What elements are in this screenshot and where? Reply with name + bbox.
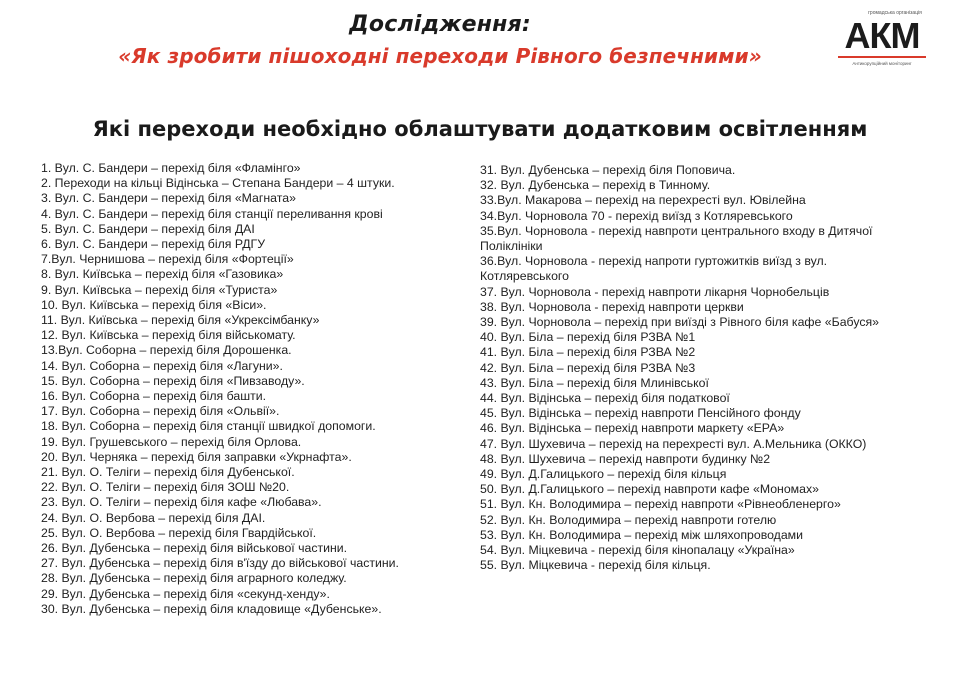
list-item: 54. Вул. Міцкевича - перехід біля кінопалацу «Україна» [480,543,795,558]
list-item: 38. Вул. Чорновола - перехід навпроти церкви [480,299,744,314]
list-item: 18. Вул. Соборна – перехід біля станції швидкої допомоги. [41,419,376,434]
list-item: 42. Вул. Біла – перехід біля РЗВА №3 [480,360,696,375]
list-item: 34.Вул. Чорновола 70 - перехід виїзд з Котляревського [480,208,793,223]
list-item: 2. Переходи на кільці Відінська – Степана Бандери – 4 штуки. [41,176,395,191]
list-item: 5. Вул. С. Бандери – перехід біля ДАІ [41,221,255,236]
list-item: 36.Вул. Чорновола - перехід напроти гуртожитків виїзд з вул. Котляревського [480,254,828,284]
list-item: 20. Вул. Черняка – перехід біля заправки «Укрнафта». [41,449,352,464]
list-item: 4. Вул. С. Бандери – перехід біля станції переливання крові [41,206,383,221]
list-item: 6. Вул. С. Бандери – перехід біля РДГУ [41,237,266,252]
list-item: 50. Вул. Д.Галицького – перехід навпроти кафе «Мономах» [480,482,819,497]
list-item: 48. Вул. Шухевича – перехід навпроти будинку №2 [480,451,771,466]
list-item: 52. Вул. Кн. Володимира – перехід навпроти готелю [480,512,777,527]
crossings-list-left [41,161,461,617]
list-item: 1. Вул. С. Бандери – перехід біля «Фламінго» [41,161,301,175]
list-item: 16. Вул. Соборна – перехід біля башти. [41,389,266,404]
list-item: 13.Вул. Соборна – перехід біля Дорошенка. [41,343,292,358]
study-title: «Як зробити пішоходні переходи Рівного безпечними» [118,44,762,68]
list-item: 12. Вул. Київська – перехід біля військомату. [41,328,296,343]
list-item: 9. Вул. Київська – перехід біля «Туриста» [41,282,278,297]
list-item: 39. Вул. Чорновола – перехід при виїзді з Рівного біля кафе «Бабуся» [480,315,879,330]
list-item: 15. Вул. Соборна – перехід біля «Пивзаводу». [41,373,305,388]
list-item: 7.Вул. Чернишова – перехід біля «Фортеції» [41,252,294,267]
list-item: 8. Вул. Київська – перехід біля «Газовика» [41,267,284,282]
list-item: 35.Вул. Чорновола - перехід навпроти центрального входу в Дитячої Поліклініки [480,223,873,254]
list-item: 22. Вул. О. Теліги – перехід біля ЗОШ №20. [41,480,290,495]
list-item: 37. Вул. Чорновола - перехід навпроти лікарня Чорнобельців [480,284,830,299]
akm-logo [834,10,930,74]
list-item: 33.Вул. Макарова – перехід на перехресті вул. Ювілейна [480,193,806,208]
list-item: 10. Вул. Київська – перехід біля «Віси». [41,297,267,312]
list-item: 28. Вул. Дубенська – перехід біля аграрного коледжу. [41,571,347,586]
list-item: 46. Вул. Відінська – перехід навпроти маркету «ЕРА» [480,421,785,436]
page-heading: Які переходи необхідно облаштувати додатковим освітленням [92,117,868,141]
crossings-list-right [480,163,900,573]
list-item: 26. Вул. Дубенська – перехід біля військової частини. [41,541,348,556]
list-item: 19. Вул. Грушевського – перехід біля Орлова. [41,434,302,449]
study-title-label: Дослідження: [349,12,531,37]
list-item: 3. Вул. С. Бандери – перехід біля «Магната» [41,191,296,206]
header [0,0,960,84]
list-item: 41. Вул. Біла – перехід біля РЗВА №2 [480,345,696,360]
logo-caption-top: громадська організація [868,10,922,16]
list-item: 51. Вул. Кн. Володимира – перехід навпроти «Рівнеобленерго» [480,497,841,512]
list-item: 17. Вул. Соборна – перехід біля «Ольвії». [41,404,280,419]
list-item: 21. Вул. О. Теліги – перехід біля Дубенської. [41,465,295,480]
list-item: 24. Вул. О. Вербова – перехід біля ДАІ. [41,510,266,525]
list-item: 27. Вул. Дубенська – перехід біля в'їзду до військової частини. [41,556,399,571]
logo-letters: АКМ [844,15,920,56]
list-item: 55. Вул. Міцкевича - перехід біля кільця. [480,558,711,573]
list-item: 47. Вул. Шухевича – перехід на перехресті вул. А.Мельника (ОККО) [480,436,867,451]
list-item: 31. Вул. Дубенська – перехід біля Поповича. [480,163,736,177]
list-item: 32. Вул. Дубенська – перехід в Тинному. [480,178,711,193]
logo-caption-bottom: Антикорупційний моніторинг [852,61,912,66]
list-item: 25. Вул. О. Вербова – перехід біля Гвардійської. [41,525,317,540]
list-item: 30. Вул. Дубенська – перехід біля кладовище «Дубенське». [41,601,382,616]
list-item: 11. Вул. Київська – перехід біля «Укрексімбанку» [41,313,320,328]
list-item: 43. Вул. Біла – перехід біля Млинівської [480,375,709,390]
list-item: 44. Вул. Відінська – перехід біля податкової [480,391,730,406]
list-item: 49. Вул. Д.Галицького – перехід біля кільця [480,467,727,482]
list-item: 53. Вул. Кн. Володимира – перехід між шляхопроводами [480,527,804,542]
list-item: 45. Вул. Відінська – перехід навпроти Пенсійного фонду [480,406,801,421]
list-item: 29. Вул. Дубенська – перехід біля «секунд-хенду». [41,586,330,601]
logo-divider [838,56,926,58]
list-item: 40. Вул. Біла – перехід біля РЗВА №1 [480,330,696,345]
list-item: 23. Вул. О. Теліги – перехід біля кафе «Любава». [41,495,322,510]
list-item: 14. Вул. Соборна – перехід біля «Лагуни». [41,358,283,373]
